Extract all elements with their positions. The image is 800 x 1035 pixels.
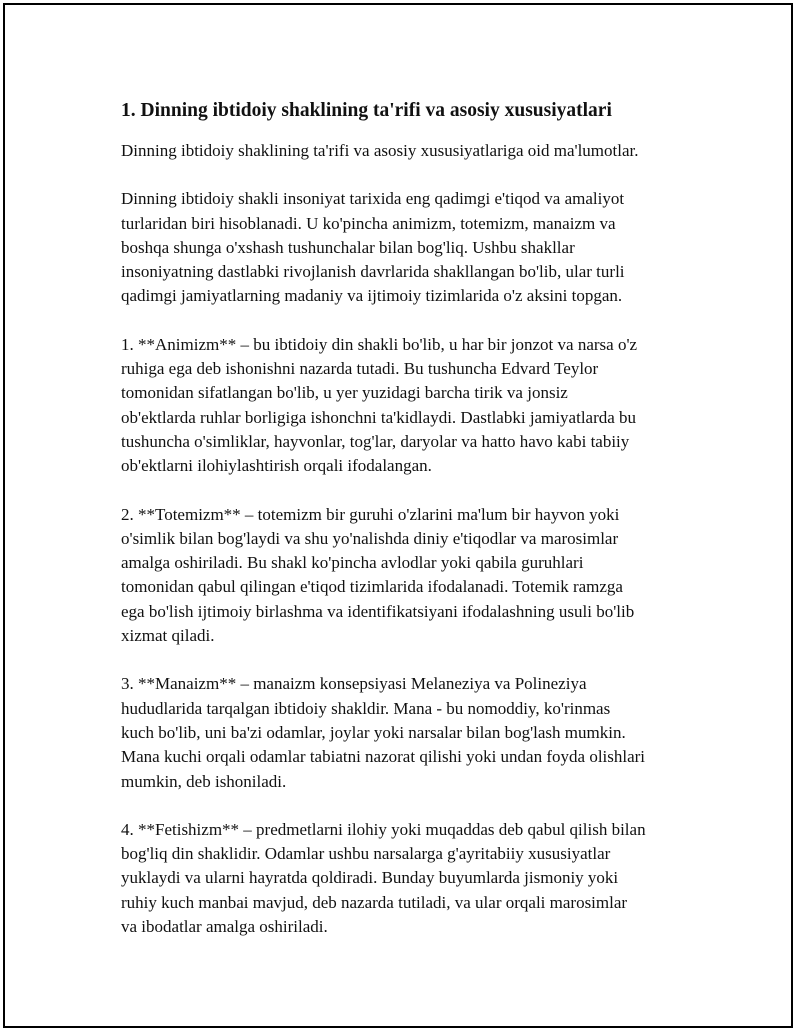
- animism-paragraph: 1. **Animizm** – bu ibtidoiy din shakli bo'lib, u har bir jonzot va narsa o'z ruhiga ega deb ishonishni nazarda tutadi. Bu tushuncha Edvard Teylor tomonidan sifatlangan bo'lib, u yer yuzidagi barcha tirik va jonsiz ob'ektlarda ruhlar borligiga ishonchni ta'kidlaydi. Dastlabki jamiyatlarda bu tushuncha o'simliklar, hayvonlar, tog'lar, daryolar va hatto havo kabi tabiiy ob'ektlarni ilohiylashtirish orqali ifodalangan.: [121, 334, 638, 476]
- overview-paragraph: Dinning ibtidoiy shakli insoniyat tarixida eng qadimgi e'tiqod va amaliyot turlaridan biri hisoblanadi. U ko'pincha animizm, totemizm, manaizm va boshqa shunga o'xshash tushunchalar bilan bog'liq. Ushbu shakllar insoniyatning dastlabki rivojlanish davrlarida shakllangan bo'lib, ular turli qadimgi jamiyatlarning madaniy va ijtimoiy tizimlarida o'z aksini topgan.: [121, 189, 625, 306]
- intro-paragraph: Dinning ibtidoiy shaklining ta'rifi va asosiy xususiyatlariga oid ma'lumotlar.: [121, 141, 639, 160]
- manaism-paragraph: 3. **Manaizm** – manaizm konsepsiyasi Melaneziya va Polineziya hududlarida tarqalgan ibtidoiy shakldir. Mana - bu nomoddiy, ko'rinmas kuch bo'lib, uni ba'zi odamlar, joylar yoki narsalar bilan bog'lash mumkin. Mana kuchi orqali odamlar tabiatni nazorat qilishi yoki undan foyda olishlari mumkin, deb ishoniladi.: [121, 674, 646, 791]
- totemism-paragraph: 2. **Totemizm** – totemizm bir guruhi o'zlarini ma'lum bir hayvon yoki o'simlik bilan bog'laydi va shu yo'nalishda diniy e'tiqodlar va marosimlar amalga oshiriladi. Bu shakl ko'pincha avlodlar yoki qabila guruhlari tomonidan qabul qilingan e'tiqod tizimlarida ifodalanadi. Totemik ramzga ega bo'lish ijtimoiy birlashma va identifikatsiyani ifodalashning usuli bo'lib xizmat qiladi.: [121, 504, 635, 646]
- document-page: [3, 3, 793, 1028]
- fetishism-paragraph: 4. **Fetishizm** – predmetlarni ilohiy yoki muqaddas deb qabul qilish bilan bog'liq din shaklidir. Odamlar ushbu narsalarga g'ayritabiiy xususiyatlar yuklaydi va ularni hayratda qoldiradi. Bunday buyumlarda jismoniy yoki ruhiy kuch manbai mavjud, deb nazarda tutiladi, va ular orqali marosimlar va ibodatlar amalga oshiriladi.: [121, 819, 646, 937]
- section-heading: 1. Dinning ibtidoiy shaklining ta'rifi va asosiy xususiyatlari: [121, 100, 612, 121]
- document-body: [121, 97, 711, 963]
